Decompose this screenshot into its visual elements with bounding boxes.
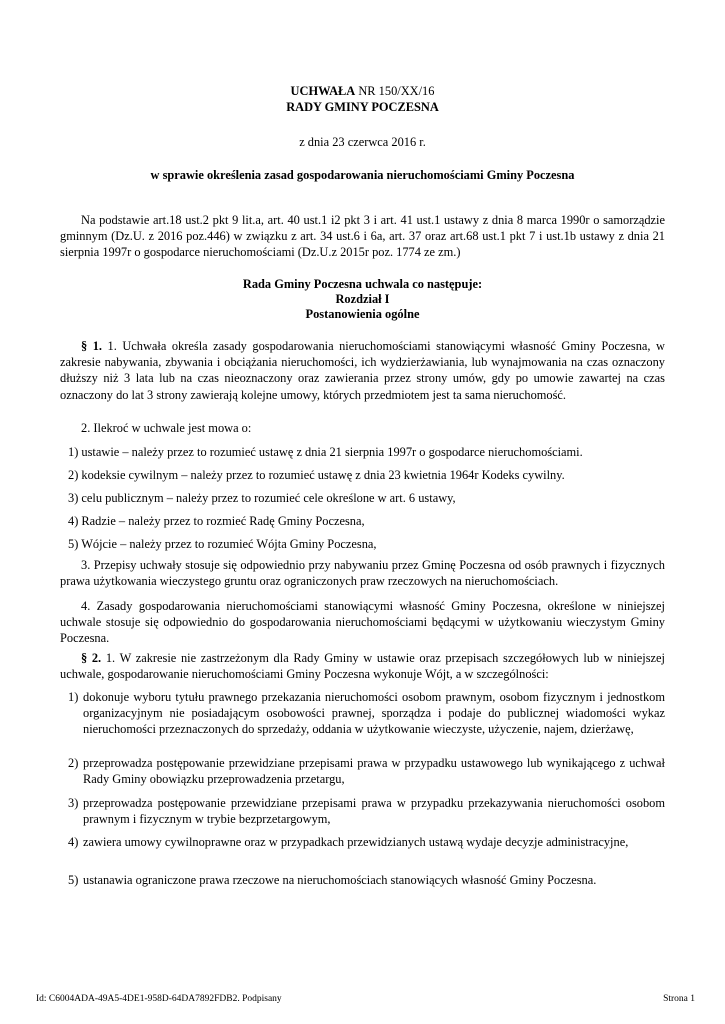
item-number: 1): [68, 690, 79, 704]
legal-basis: Na podstawie art.18 ust.2 pkt 9 lit.a, art. 40 ust.1 i2 pkt 3 i art. 41 ust.1 ustawy z dnia 8 marca 1990r o samorządzie gminnym (Dz.U. z 2016 poz.446) w związku z art. 34 ust.6 i 6a, art. 37 oraz art.68 ust.1 pkt 7 i ust.1b ustawy z dnia 21 sierpnia 1997r o gospodarce nieruchomościami (Dz.U.z 2015r poz. 1774 ze zm.): [60, 213, 665, 260]
section-1-paragraph-2: 2. Ilekroć w uchwale jest mowa o:: [81, 421, 252, 435]
item-number: 2): [68, 756, 79, 770]
section-1-p1-text: 1. Uchwała określa zasady gospodarowania nieruchomościami stanowiącymi własność Gminy Poczesna, w zakresie nabywania, zbywania i obciążania nieruchomości, ich wydzierżawiania, lub wynajmowania na czas oznaczony dłuższy niż 3 lata lub na czas nieoznaczony oraz zawierania przez strony umów, gdy po umowie zawartej na czas oznaczony do lat 3 strony zawierają kolejne umowy, których przedmiotem jest ta sama nieruchomość.: [60, 339, 665, 402]
definition-item: 1) ustawie – należy przez to rozumieć ustawę z dnia 21 sierpnia 1997r o gospodarce nieruchomościami.: [68, 445, 583, 459]
competence-item: [60, 795, 665, 827]
item-number: 5): [68, 873, 79, 887]
chapter-title: Postanowienia ogólne: [305, 307, 420, 321]
item-text: przeprowadza postępowanie przewidziane przepisami prawa w przypadku ustawowego lub wynikającego z uchwał Rady Gminy obowiązku przeprowadzenia przetargu,: [83, 756, 665, 787]
section-2-p1-text: 1. W zakresie nie zastrzeżonym dla Rady Gminy w ustawie oraz przepisach szczegółowych lub w niniejszej uchwale, gospodarowanie nieruchomościami Gminy Poczesna wykonuje Wójt, a w szczególności:: [60, 651, 665, 682]
definition-item: 4) Radzie – należy przez to rozmieć Radę Gminy Poczesna,: [68, 514, 365, 528]
definition-item: 5) Wójcie – należy przez to rozumieć Wójta Gminy Poczesna,: [68, 537, 377, 551]
item-number: 3): [68, 796, 79, 810]
chapter-heading: Rozdział I: [335, 292, 390, 306]
competence-item: [60, 689, 665, 738]
competence-item: [60, 834, 665, 850]
competence-item: [60, 755, 665, 787]
item-text: zawiera umowy cywilnoprawne oraz w przypadkach przewidzianych ustawą wydaje decyzje administracyjne,: [83, 835, 629, 849]
definition-item: 2) kodeksie cywilnym – należy przez to rozumieć ustawę z dnia 23 kwietnia 1964r Kodeks cywilny.: [68, 468, 565, 482]
item-text: przeprowadza postępowanie przewidziane przepisami prawa w przypadku przekazywania nieruchomości osobom prawnym i fizycznym w trybie bezprzetargowym,: [83, 796, 665, 827]
resolves-heading: Rada Gminy Poczesna uchwala co następuje:: [242, 277, 483, 291]
item-text: ustanawia ograniczone prawa rzeczowe na nieruchomościach stanowiących własność Gminy Poczesna.: [83, 873, 597, 887]
resolution-subject: w sprawie określenia zasad gospodarowania nieruchomościami Gminy Poczesna: [150, 168, 575, 182]
item-text: dokonuje wyboru tytułu prawnego przekazania nieruchomości osobom prawnym, osobom fizycznym i jednostkom organizacyjnym nie posiadającym osobowości prawnej, sporządza i podaje do publicznej wiadomości wykaz nieruchomości przeznaczonych do sprzedaży, oddania w użytkowanie wieczyste, użyczenie, najem, dzierżawę,: [83, 690, 665, 737]
section-1-paragraph-4: 4. Zasady gospodarowania nieruchomościami stanowiącymi własność Gminy Poczesna, określone w niniejszej uchwale stosuje się odpowiednio do gospodarowania nieruchomościami będącymi w użytkowaniu wieczystym Gminy Poczesna.: [60, 599, 665, 646]
resolution-label: UCHWAŁA: [290, 84, 356, 98]
definition-item: 3) celu publicznym – należy przez to rozumieć cele określone w art. 6 ustawy,: [68, 491, 456, 505]
section-1-paragraph-3: 3. Przepisy uchwały stosuje się odpowiednio przy nabywaniu przez Gminę Poczesna od osób prawnych i fizycznych prawa użytkowania wieczystego gruntu oraz ograniczonych praw rzeczowych na nieruchomościach.: [60, 558, 665, 589]
resolution-date: z dnia 23 czerwca 2016 r.: [299, 135, 426, 149]
section-2-mark: § 2.: [81, 651, 102, 665]
resolution-title: [60, 84, 665, 99]
section-2-paragraph-1: [60, 650, 665, 682]
council-name: RADY GMINY POCZESNA: [286, 100, 439, 114]
item-number: 4): [68, 835, 79, 849]
section-1-mark: § 1.: [81, 339, 102, 353]
page-number: Strona 1: [663, 994, 695, 1004]
resolution-number: NR 150/XX/16: [355, 84, 435, 98]
competence-item: [60, 872, 665, 888]
section-1-paragraph-1: [60, 338, 665, 403]
document-id: Id: C6004ADA-49A5-4DE1-958D-64DA7892FDB2. Podpisany: [36, 994, 282, 1004]
